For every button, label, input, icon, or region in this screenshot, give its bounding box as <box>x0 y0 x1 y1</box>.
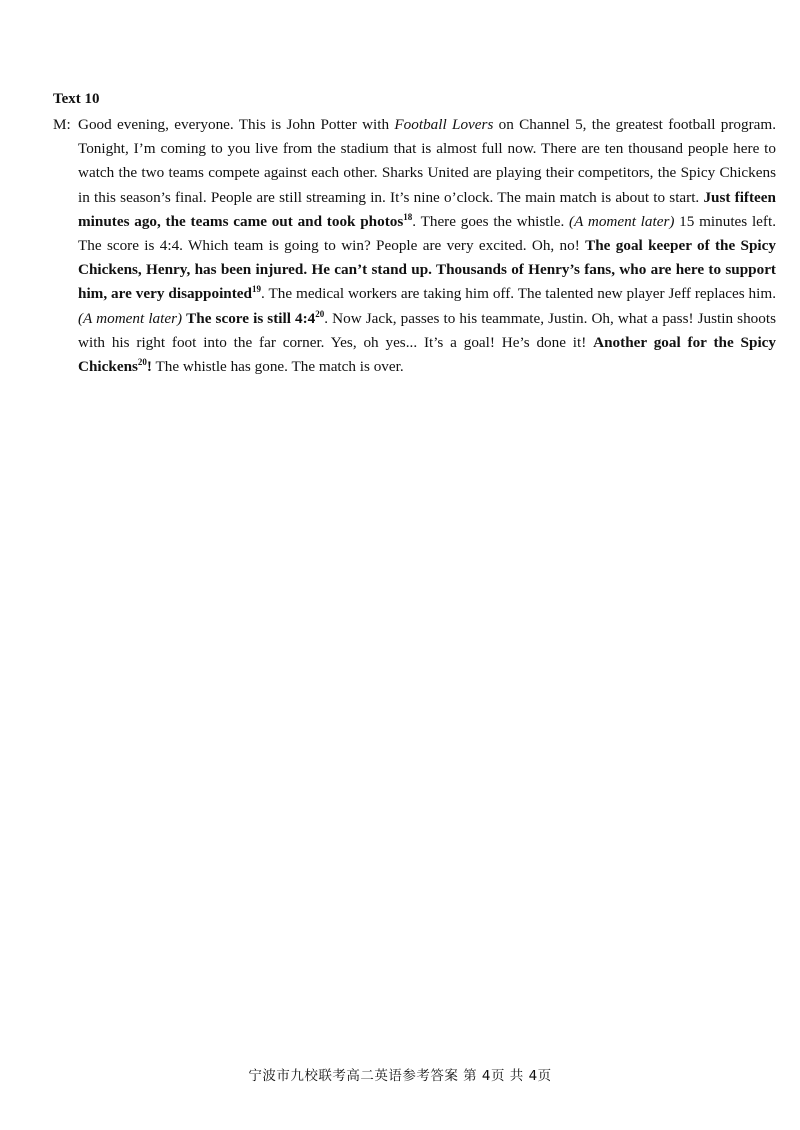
footnote-marker: 20 <box>315 308 325 319</box>
text-segment: ! <box>146 358 152 376</box>
dialogue-text <box>78 113 776 379</box>
footnote-marker: 19 <box>251 284 261 295</box>
text-segment: Just fifteen minutes ago, the teams came out and took photos <box>78 188 776 230</box>
text-segment: . There goes the whistle. <box>412 212 570 230</box>
text-segment: on Channel 5, the greatest football program. Tonight, I’m coming to you live from the stadium that is almost full now. There are ten thousand people here to watch the two teams compete against each other. Sharks United are playing their competitors, the Spicy Chickens in this season’s final. People are still streaming in. It’s nine o’clock. The main match is about to start. <box>78 116 776 206</box>
text-segment: (A moment later) <box>78 309 183 327</box>
speaker-label: M: <box>53 116 71 133</box>
text-segment: . Now Jack, passes to his teammate, Justin. Oh, what a pass! Justin shoots with his right foot into the far corner. Yes, oh yes... It’s a goal! He’s done it! <box>78 309 776 351</box>
page-footer: 宁波市九校联考高二英语参考答案 第 4页 共 4页 <box>248 1068 552 1084</box>
text-segment: The goal keeper of the Spicy Chickens, Henry, has been injured. He can’t stand up. Thousands of Henry’s fans, who are here to support him, are very disappointed <box>78 237 776 303</box>
text-segment: (A moment later) <box>569 212 675 230</box>
text-segment: Another goal for the Spicy Chickens <box>78 333 776 376</box>
text-segment: Football Lovers <box>394 116 494 134</box>
text-segment: Good evening, everyone. This is John Potter with <box>78 116 395 134</box>
text-segment: . The medical workers are taking him off. The talented new player Jeff replaces him. <box>260 285 776 303</box>
footnote-marker: 20 <box>137 356 147 367</box>
dialogue-paragraph <box>53 113 776 379</box>
text-segment: The score is still 4:4 <box>186 309 316 327</box>
text-segment: The whistle has gone. The match is over. <box>151 358 404 376</box>
text-segment: 15 minutes left. The score is 4:4. Which team is going to win? People are very excited. Oh, no! <box>78 212 776 255</box>
footnote-marker: 18 <box>403 211 413 222</box>
section-title: Text 10 <box>53 91 100 107</box>
